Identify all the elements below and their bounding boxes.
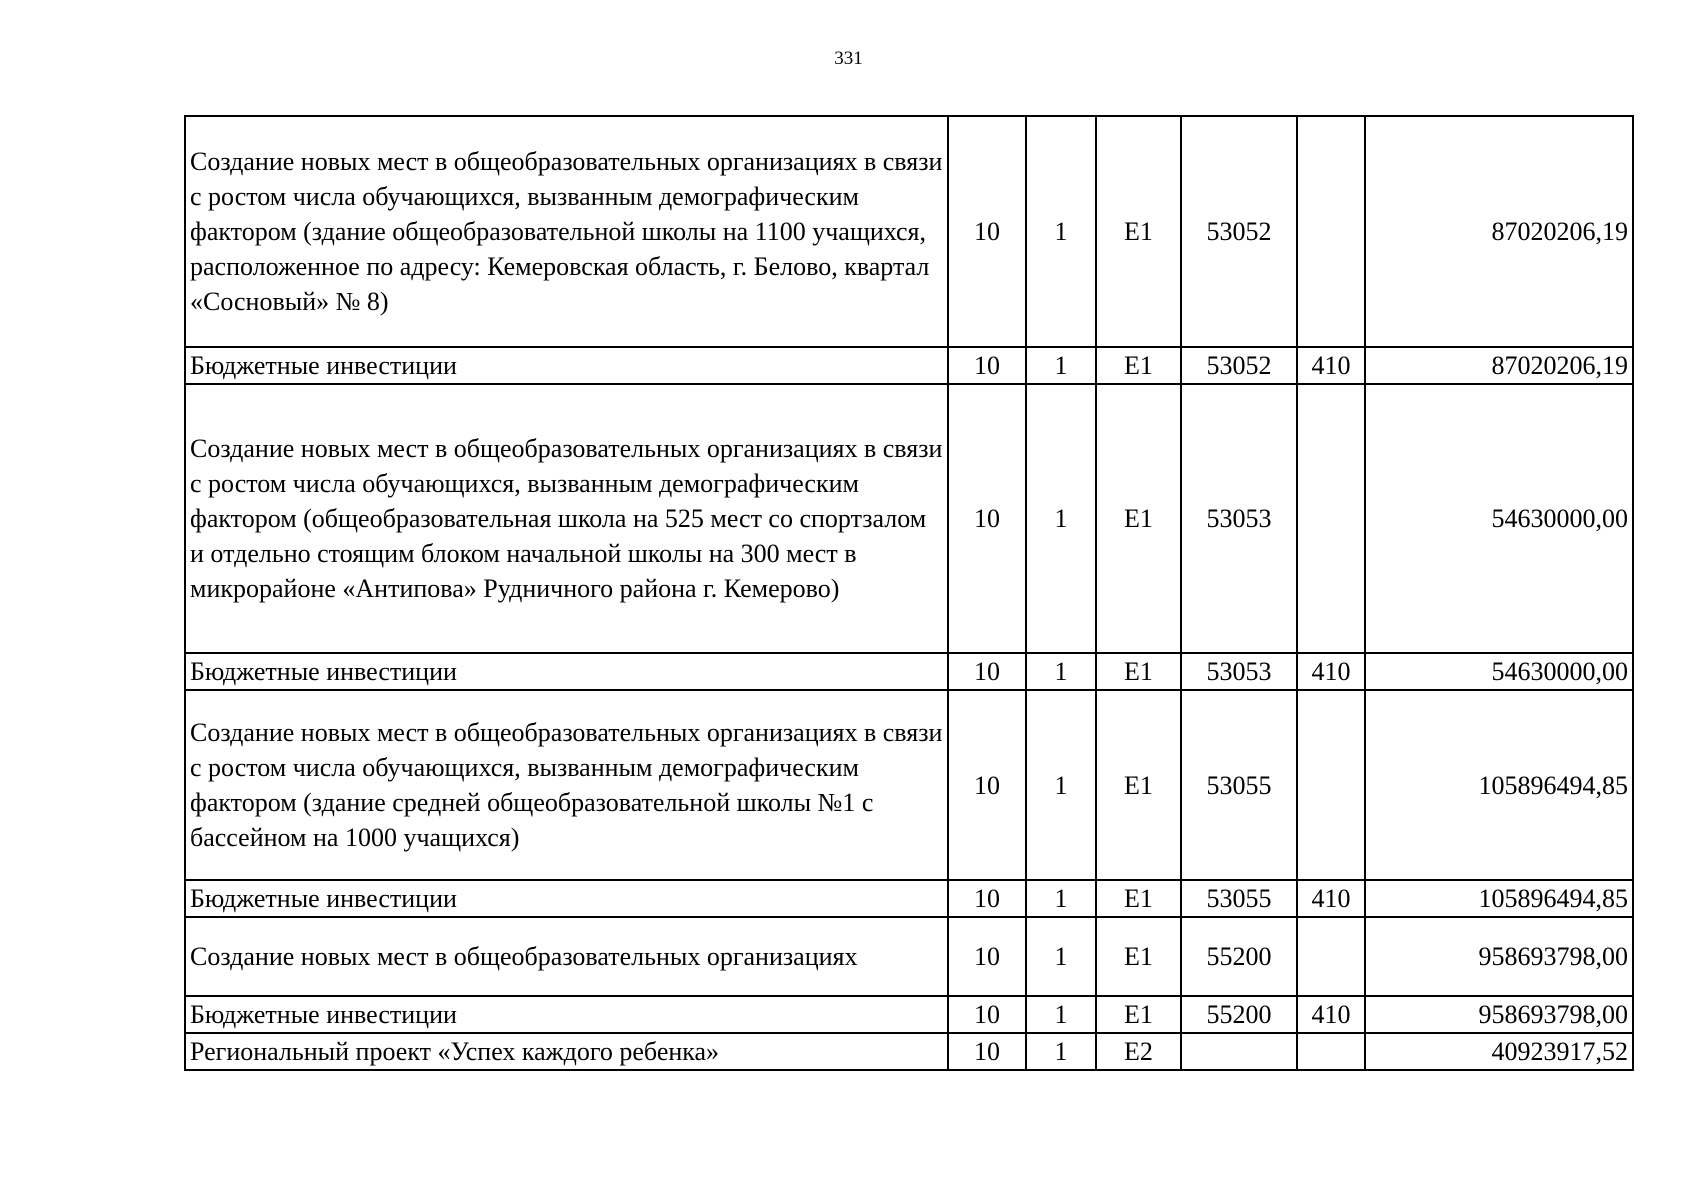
table-row [185,690,1633,880]
budget-table [184,115,1634,1071]
subsection-cell: 1 [1026,116,1096,347]
table-row [185,347,1633,384]
table-row [185,384,1633,653]
subsection-cell: 1 [1026,347,1096,384]
target-code-cell: 55200 [1181,917,1297,996]
section-cell: 10 [948,1033,1026,1070]
program-cell: Е1 [1096,347,1181,384]
subsection-cell: 1 [1026,996,1096,1033]
row-name-cell: Создание новых мест в общеобразовательных организациях в связи с ростом числа обучающихся, вызванным демографическим фактором (здание общеобразовательной школы на 1100 учащихся, расположенное по адресу: Кемеровская область, г. Белово, квартал «Сосновый» № 8) [185,116,948,347]
amount-cell: 54630000,00 [1365,653,1633,690]
table-row [185,116,1633,347]
row-name-cell: Создание новых мест в общеобразовательных организациях [185,917,948,996]
row-name-cell: Бюджетные инвестиции [185,347,948,384]
target-code-cell: 53055 [1181,880,1297,917]
amount-cell: 105896494,85 [1365,690,1633,880]
program-cell: Е1 [1096,653,1181,690]
program-cell: Е1 [1096,917,1181,996]
table-row [185,1033,1633,1070]
subsection-cell: 1 [1026,1033,1096,1070]
row-name-cell: Региональный проект «Успех каждого ребенка» [185,1033,948,1070]
section-cell: 10 [948,653,1026,690]
section-cell: 10 [948,347,1026,384]
target-code-cell: 53055 [1181,690,1297,880]
target-code-cell: 55200 [1181,996,1297,1033]
section-cell: 10 [948,917,1026,996]
amount-cell: 87020206,19 [1365,347,1633,384]
subsection-cell: 1 [1026,690,1096,880]
section-cell: 10 [948,996,1026,1033]
subsection-cell: 1 [1026,653,1096,690]
section-cell: 10 [948,384,1026,653]
expense-type-cell: 410 [1297,653,1365,690]
expense-type-cell: 410 [1297,880,1365,917]
target-code-cell: 53052 [1181,116,1297,347]
expense-type-cell [1297,384,1365,653]
section-cell: 10 [948,690,1026,880]
program-cell: Е2 [1096,1033,1181,1070]
target-code-cell [1181,1033,1297,1070]
target-code-cell: 53053 [1181,653,1297,690]
program-cell: Е1 [1096,996,1181,1033]
amount-cell: 105896494,85 [1365,880,1633,917]
table-row [185,653,1633,690]
program-cell: Е1 [1096,690,1181,880]
amount-cell: 40923917,52 [1365,1033,1633,1070]
expense-type-cell [1297,690,1365,880]
section-cell: 10 [948,116,1026,347]
table-row [185,996,1633,1033]
table-row [185,880,1633,917]
expense-type-cell: 410 [1297,996,1365,1033]
subsection-cell: 1 [1026,917,1096,996]
row-name-cell: Создание новых мест в общеобразовательных организациях в связи с ростом числа обучающихся, вызванным демографическим фактором (общеобразовательная школа на 525 мест со спортзалом и отдельно стоящим блоком начальной школы на 300 мест в микрорайоне «Антипова» Рудничного района г. Кемерово) [185,384,948,653]
section-cell: 10 [948,880,1026,917]
expense-type-cell [1297,116,1365,347]
row-name-cell: Создание новых мест в общеобразовательных организациях в связи с ростом числа обучающихся, вызванным демографическим фактором (здание средней общеобразовательной школы №1 с бассейном на 1000 учащихся) [185,690,948,880]
row-name-cell: Бюджетные инвестиции [185,880,948,917]
amount-cell: 958693798,00 [1365,996,1633,1033]
amount-cell: 87020206,19 [1365,116,1633,347]
expense-type-cell [1297,917,1365,996]
row-name-cell: Бюджетные инвестиции [185,996,948,1033]
expense-type-cell: 410 [1297,347,1365,384]
target-code-cell: 53053 [1181,384,1297,653]
row-name-cell: Бюджетные инвестиции [185,653,948,690]
expense-type-cell [1297,1033,1365,1070]
program-cell: Е1 [1096,880,1181,917]
program-cell: Е1 [1096,384,1181,653]
program-cell: Е1 [1096,116,1181,347]
page-number: 331 [834,48,863,69]
table-row [185,917,1633,996]
amount-cell: 958693798,00 [1365,917,1633,996]
amount-cell: 54630000,00 [1365,384,1633,653]
subsection-cell: 1 [1026,880,1096,917]
subsection-cell: 1 [1026,384,1096,653]
target-code-cell: 53052 [1181,347,1297,384]
